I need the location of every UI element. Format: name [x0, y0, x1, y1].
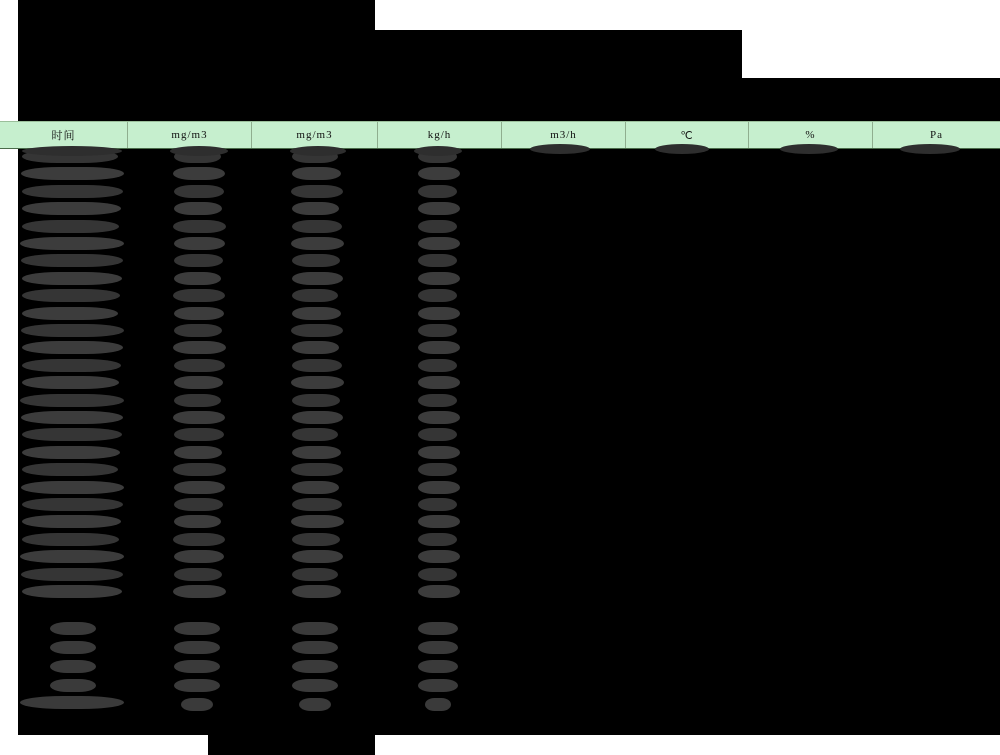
- redacted-cell: [173, 220, 226, 233]
- redacted-cell: [292, 585, 341, 598]
- redacted-cell: [292, 641, 338, 654]
- redacted-cell: [292, 533, 340, 546]
- redacted-cell: [418, 481, 460, 494]
- redacted-cell: [418, 533, 457, 546]
- redacted-cell: [418, 307, 460, 320]
- redacted-cell: [418, 660, 458, 673]
- redacted-cell: [173, 411, 225, 424]
- column-header-pressure: Pa: [930, 129, 943, 141]
- redacted-cell: [291, 185, 343, 198]
- redacted-cell: [418, 411, 460, 424]
- redacted-cell: [292, 660, 338, 673]
- page-plate-top-right-2: [742, 0, 1000, 78]
- redacted-cell: [292, 550, 343, 563]
- redacted-cell: [21, 324, 124, 337]
- redacted-cell: [20, 550, 124, 563]
- column-header-percent: %: [749, 122, 873, 148]
- redacted-cell: [291, 237, 344, 250]
- redacted-cell: [22, 202, 121, 215]
- redacted-cell: [418, 515, 460, 528]
- redacted-cell: [418, 237, 460, 250]
- redacted-cell: [174, 324, 222, 337]
- redacted-cell: [22, 341, 123, 354]
- redacted-cell: [174, 237, 225, 250]
- redacted-cell: [22, 289, 120, 302]
- redacted-cell: [170, 146, 228, 156]
- redacted-cell: [418, 359, 457, 372]
- redacted-cell: [22, 585, 122, 598]
- redacted-cell: [418, 498, 457, 511]
- redacted-cell: [22, 376, 119, 389]
- redacted-cell: [173, 463, 226, 476]
- redacted-cell: [291, 463, 343, 476]
- redacted-cell: [22, 185, 123, 198]
- page-plate-bottom-left: [0, 735, 208, 755]
- redacted-cell: [418, 550, 460, 563]
- redacted-cell: [173, 341, 226, 354]
- redacted-cell: [418, 585, 460, 598]
- redacted-cell: [418, 185, 457, 198]
- redacted-cell: [291, 376, 344, 389]
- redacted-cell: [22, 446, 120, 459]
- redacted-cell: [173, 167, 225, 180]
- redacted-cell: [174, 679, 220, 692]
- redacted-cell: [174, 515, 221, 528]
- redacted-cell: [181, 698, 213, 711]
- redacted-cell: [22, 272, 122, 285]
- redacted-cell: [173, 289, 225, 302]
- redacted-cell: [21, 411, 123, 424]
- redacted-cell: [291, 324, 343, 337]
- redacted-cell: [292, 498, 342, 511]
- redacted-cell: [292, 411, 343, 424]
- redacted-cell: [50, 679, 96, 692]
- redacted-cell: [292, 341, 339, 354]
- redacted-cell: [291, 515, 344, 528]
- redacted-cell: [292, 272, 343, 285]
- redacted-cell: [418, 202, 460, 215]
- redacted-cell: [174, 446, 222, 459]
- redacted-cell: [655, 144, 709, 154]
- redacted-cell: [414, 146, 462, 156]
- redacted-cell: [174, 359, 225, 372]
- redacted-cell: [290, 146, 346, 156]
- redacted-cell: [174, 622, 220, 635]
- redacted-cell: [418, 167, 460, 180]
- redacted-cell: [292, 289, 338, 302]
- redacted-cell: [22, 498, 123, 511]
- redacted-cell: [418, 394, 457, 407]
- redacted-cell: [50, 660, 96, 673]
- redacted-cell: [22, 463, 118, 476]
- redacted-cell: [174, 550, 224, 563]
- redacted-cell: [174, 272, 221, 285]
- redacted-cell: [418, 341, 460, 354]
- redacted-cell: [173, 585, 226, 598]
- redacted-cell: [418, 254, 457, 267]
- redacted-cell: [174, 660, 220, 673]
- column-header-conc-2: mg/m3: [252, 122, 378, 148]
- redacted-cell: [174, 307, 224, 320]
- page-plate-left-gutter: [0, 0, 18, 755]
- column-header-mass-flow: kg/h: [378, 122, 502, 148]
- column-header-volume-flow: m3/h: [502, 122, 626, 148]
- redacted-cell: [418, 446, 460, 459]
- redacted-cell: [174, 568, 222, 581]
- redacted-cell: [418, 428, 457, 441]
- redacted-cell: [50, 622, 96, 635]
- redacted-cell: [292, 220, 342, 233]
- page-plate-bottom-right: [375, 735, 1000, 755]
- redacted-cell: [299, 698, 331, 711]
- column-header-conc-1: mg/m3: [128, 122, 252, 148]
- redacted-cell: [174, 394, 221, 407]
- redacted-cell: [418, 220, 457, 233]
- redacted-cell: [418, 641, 458, 654]
- redacted-cell: [418, 568, 457, 581]
- redacted-cell: [22, 533, 119, 546]
- redacted-cell: [418, 324, 457, 337]
- redacted-cell: [20, 394, 124, 407]
- redacted-cell: [174, 202, 222, 215]
- redacted-cell: [418, 463, 457, 476]
- redacted-cell: [292, 446, 341, 459]
- table-header-row: [0, 121, 1000, 149]
- redacted-cell: [292, 428, 338, 441]
- redacted-cell: [292, 481, 339, 494]
- redacted-cell: [22, 515, 121, 528]
- redacted-cell: [21, 167, 124, 180]
- redacted-cell: [22, 146, 122, 156]
- redacted-cell: [292, 622, 338, 635]
- redacted-cell: [292, 359, 342, 372]
- column-header-temperature: ℃: [626, 122, 749, 148]
- redacted-cell: [418, 289, 457, 302]
- redacted-cell: [22, 428, 122, 441]
- redacted-cell: [174, 185, 224, 198]
- redacted-cell: [292, 167, 341, 180]
- redacted-cell: [21, 568, 123, 581]
- redacted-cell: [174, 641, 220, 654]
- redacted-cell: [292, 568, 338, 581]
- redacted-cell: [50, 641, 96, 654]
- redacted-cell: [173, 533, 225, 546]
- redacted-cell: [21, 254, 123, 267]
- redacted-cell: [292, 202, 339, 215]
- redacted-cell: [425, 698, 451, 711]
- redacted-footer-cell: [20, 696, 124, 709]
- redacted-cell: [22, 359, 121, 372]
- redacted-cell: [21, 481, 124, 494]
- column-header-time: 时间: [0, 122, 128, 148]
- redacted-cell: [20, 237, 124, 250]
- redacted-cell: [174, 254, 223, 267]
- redacted-cell: [292, 254, 340, 267]
- redacted-cell: [530, 144, 590, 154]
- redacted-cell: [22, 307, 118, 320]
- redacted-cell: [174, 498, 223, 511]
- redacted-cell: [174, 376, 223, 389]
- redacted-cell: [292, 679, 338, 692]
- redacted-cell: [292, 307, 341, 320]
- redacted-cell: [174, 428, 224, 441]
- redacted-cell: [418, 679, 458, 692]
- redacted-cell: [418, 272, 460, 285]
- redacted-cell: [418, 622, 458, 635]
- redacted-cell: [292, 394, 340, 407]
- redacted-cell: [174, 481, 225, 494]
- redacted-cell: [22, 220, 119, 233]
- redacted-cell: [418, 376, 460, 389]
- redacted-cell: [900, 144, 960, 154]
- redacted-cell: [780, 144, 838, 154]
